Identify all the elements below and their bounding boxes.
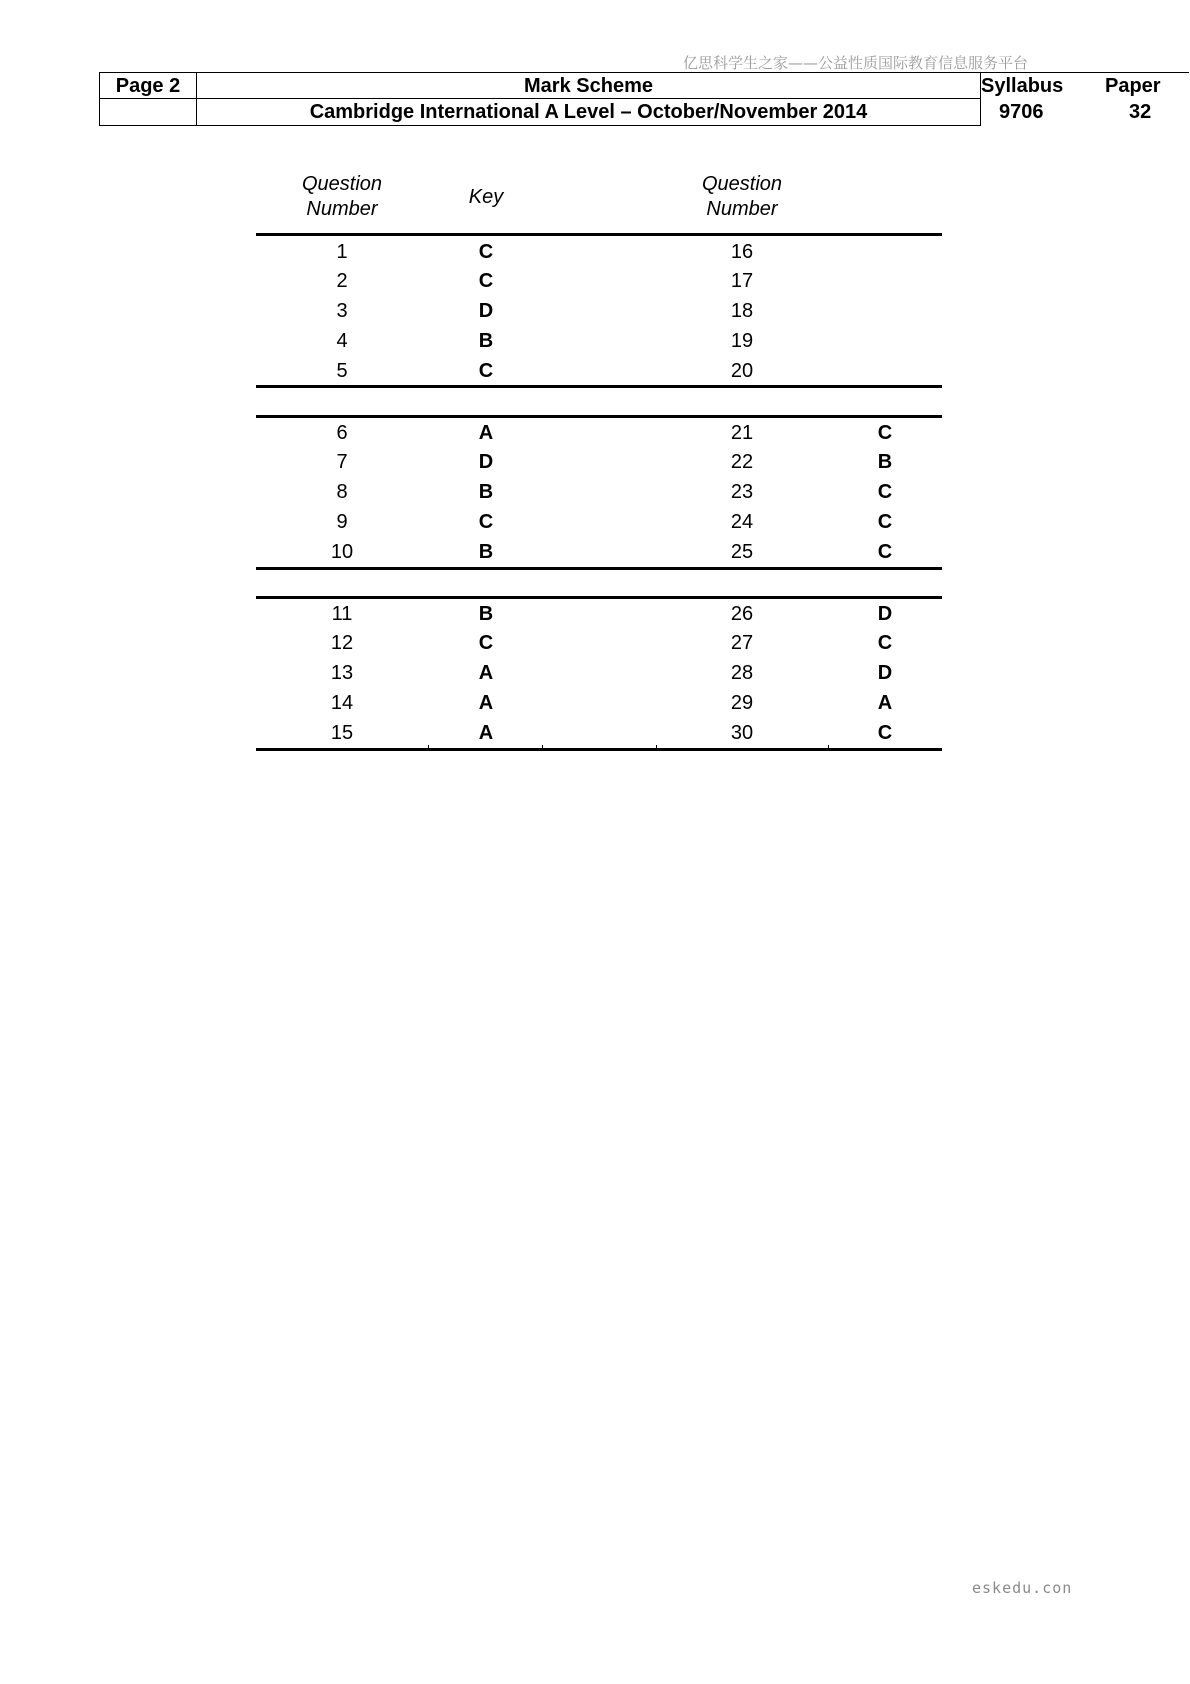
answer-key: C (478, 360, 494, 382)
header-code-cell (979, 72, 1189, 125)
answer-key: C (478, 270, 494, 292)
question-number: 20 (730, 360, 754, 382)
syllabus-label: Syllabus (981, 75, 1064, 97)
table-rule (256, 748, 942, 751)
question-number: 21 (730, 422, 754, 444)
paper-label: Paper (1105, 75, 1161, 97)
answer-key: C (877, 632, 893, 654)
question-number: 24 (730, 511, 754, 533)
answer-key: D (478, 300, 494, 322)
watermark-top: 亿思科学生之家——公益性质国际教育信息服务平台 (683, 54, 1029, 72)
answer-key: B (478, 481, 494, 503)
question-number: 16 (730, 241, 754, 263)
answer-key: C (877, 541, 893, 563)
question-number: 12 (330, 632, 354, 654)
answer-key: C (478, 241, 494, 263)
question-number: 26 (730, 603, 754, 625)
question-number: 13 (330, 662, 354, 684)
answer-key: B (877, 451, 893, 473)
question-number: 3 (336, 300, 348, 322)
question-number: 10 (330, 541, 354, 563)
question-number: 2 (336, 270, 348, 292)
paper-value: 32 (1129, 101, 1152, 123)
question-number: 15 (330, 722, 354, 744)
answer-key: C (877, 511, 893, 533)
question-number: 9 (336, 511, 348, 533)
answer-key: A (478, 692, 494, 714)
answer-key: C (877, 722, 893, 744)
answer-key: D (877, 603, 893, 625)
answer-key: A (478, 662, 494, 684)
column-header-question-number-1 (282, 172, 402, 222)
question-number: 30 (730, 722, 754, 744)
column-header-line: Question (701, 173, 783, 195)
answer-key: B (478, 330, 494, 352)
question-number: 14 (330, 692, 354, 714)
column-tick (428, 745, 429, 751)
question-number: 28 (730, 662, 754, 684)
question-number: 5 (336, 360, 348, 382)
table-rule (256, 233, 942, 236)
divider (100, 98, 196, 99)
document-subtitle: Cambridge International A Level – October/November 2014 (309, 101, 868, 123)
column-tick (542, 745, 543, 751)
question-number: 27 (730, 632, 754, 654)
answer-key: B (478, 603, 494, 625)
answer-key: C (478, 511, 494, 533)
answer-key: D (478, 451, 494, 473)
question-number: 7 (336, 451, 348, 473)
watermark-bottom: eskedu.con (972, 1579, 1073, 1597)
answer-key: C (877, 481, 893, 503)
table-rule (256, 415, 942, 418)
answer-key: D (877, 662, 893, 684)
question-number: 4 (336, 330, 348, 352)
header-title-cell (196, 72, 981, 126)
question-number: 23 (730, 481, 754, 503)
table-rule (256, 567, 942, 570)
answer-key: C (877, 422, 893, 444)
column-header-question-number-2 (682, 172, 802, 222)
page-number: Page 2 (115, 75, 181, 97)
answer-key: C (478, 632, 494, 654)
question-number: 1 (336, 241, 348, 263)
header-box (99, 72, 1161, 126)
question-number: 18 (730, 300, 754, 322)
column-header-line: Question (301, 173, 383, 195)
question-number: 6 (336, 422, 348, 444)
table-rule (256, 596, 942, 599)
document-title: Mark Scheme (524, 75, 653, 97)
answer-key: A (877, 692, 893, 714)
question-number: 22 (730, 451, 754, 473)
column-header-key: Key (468, 186, 504, 208)
column-header-line: Number (706, 198, 778, 220)
syllabus-value: 9706 (999, 101, 1044, 123)
question-number: 25 (730, 541, 754, 563)
question-number: 17 (730, 270, 754, 292)
table-rule (256, 385, 942, 388)
column-header-line: Number (306, 198, 378, 220)
column-tick (656, 745, 657, 751)
question-number: 8 (336, 481, 348, 503)
answer-key: A (478, 722, 494, 744)
question-number: 19 (730, 330, 754, 352)
divider (197, 98, 980, 99)
header-page-cell (99, 72, 196, 126)
column-tick (828, 745, 829, 751)
question-number: 29 (730, 692, 754, 714)
answer-key: B (478, 541, 494, 563)
answer-key: A (478, 422, 494, 444)
question-number: 11 (331, 603, 353, 625)
